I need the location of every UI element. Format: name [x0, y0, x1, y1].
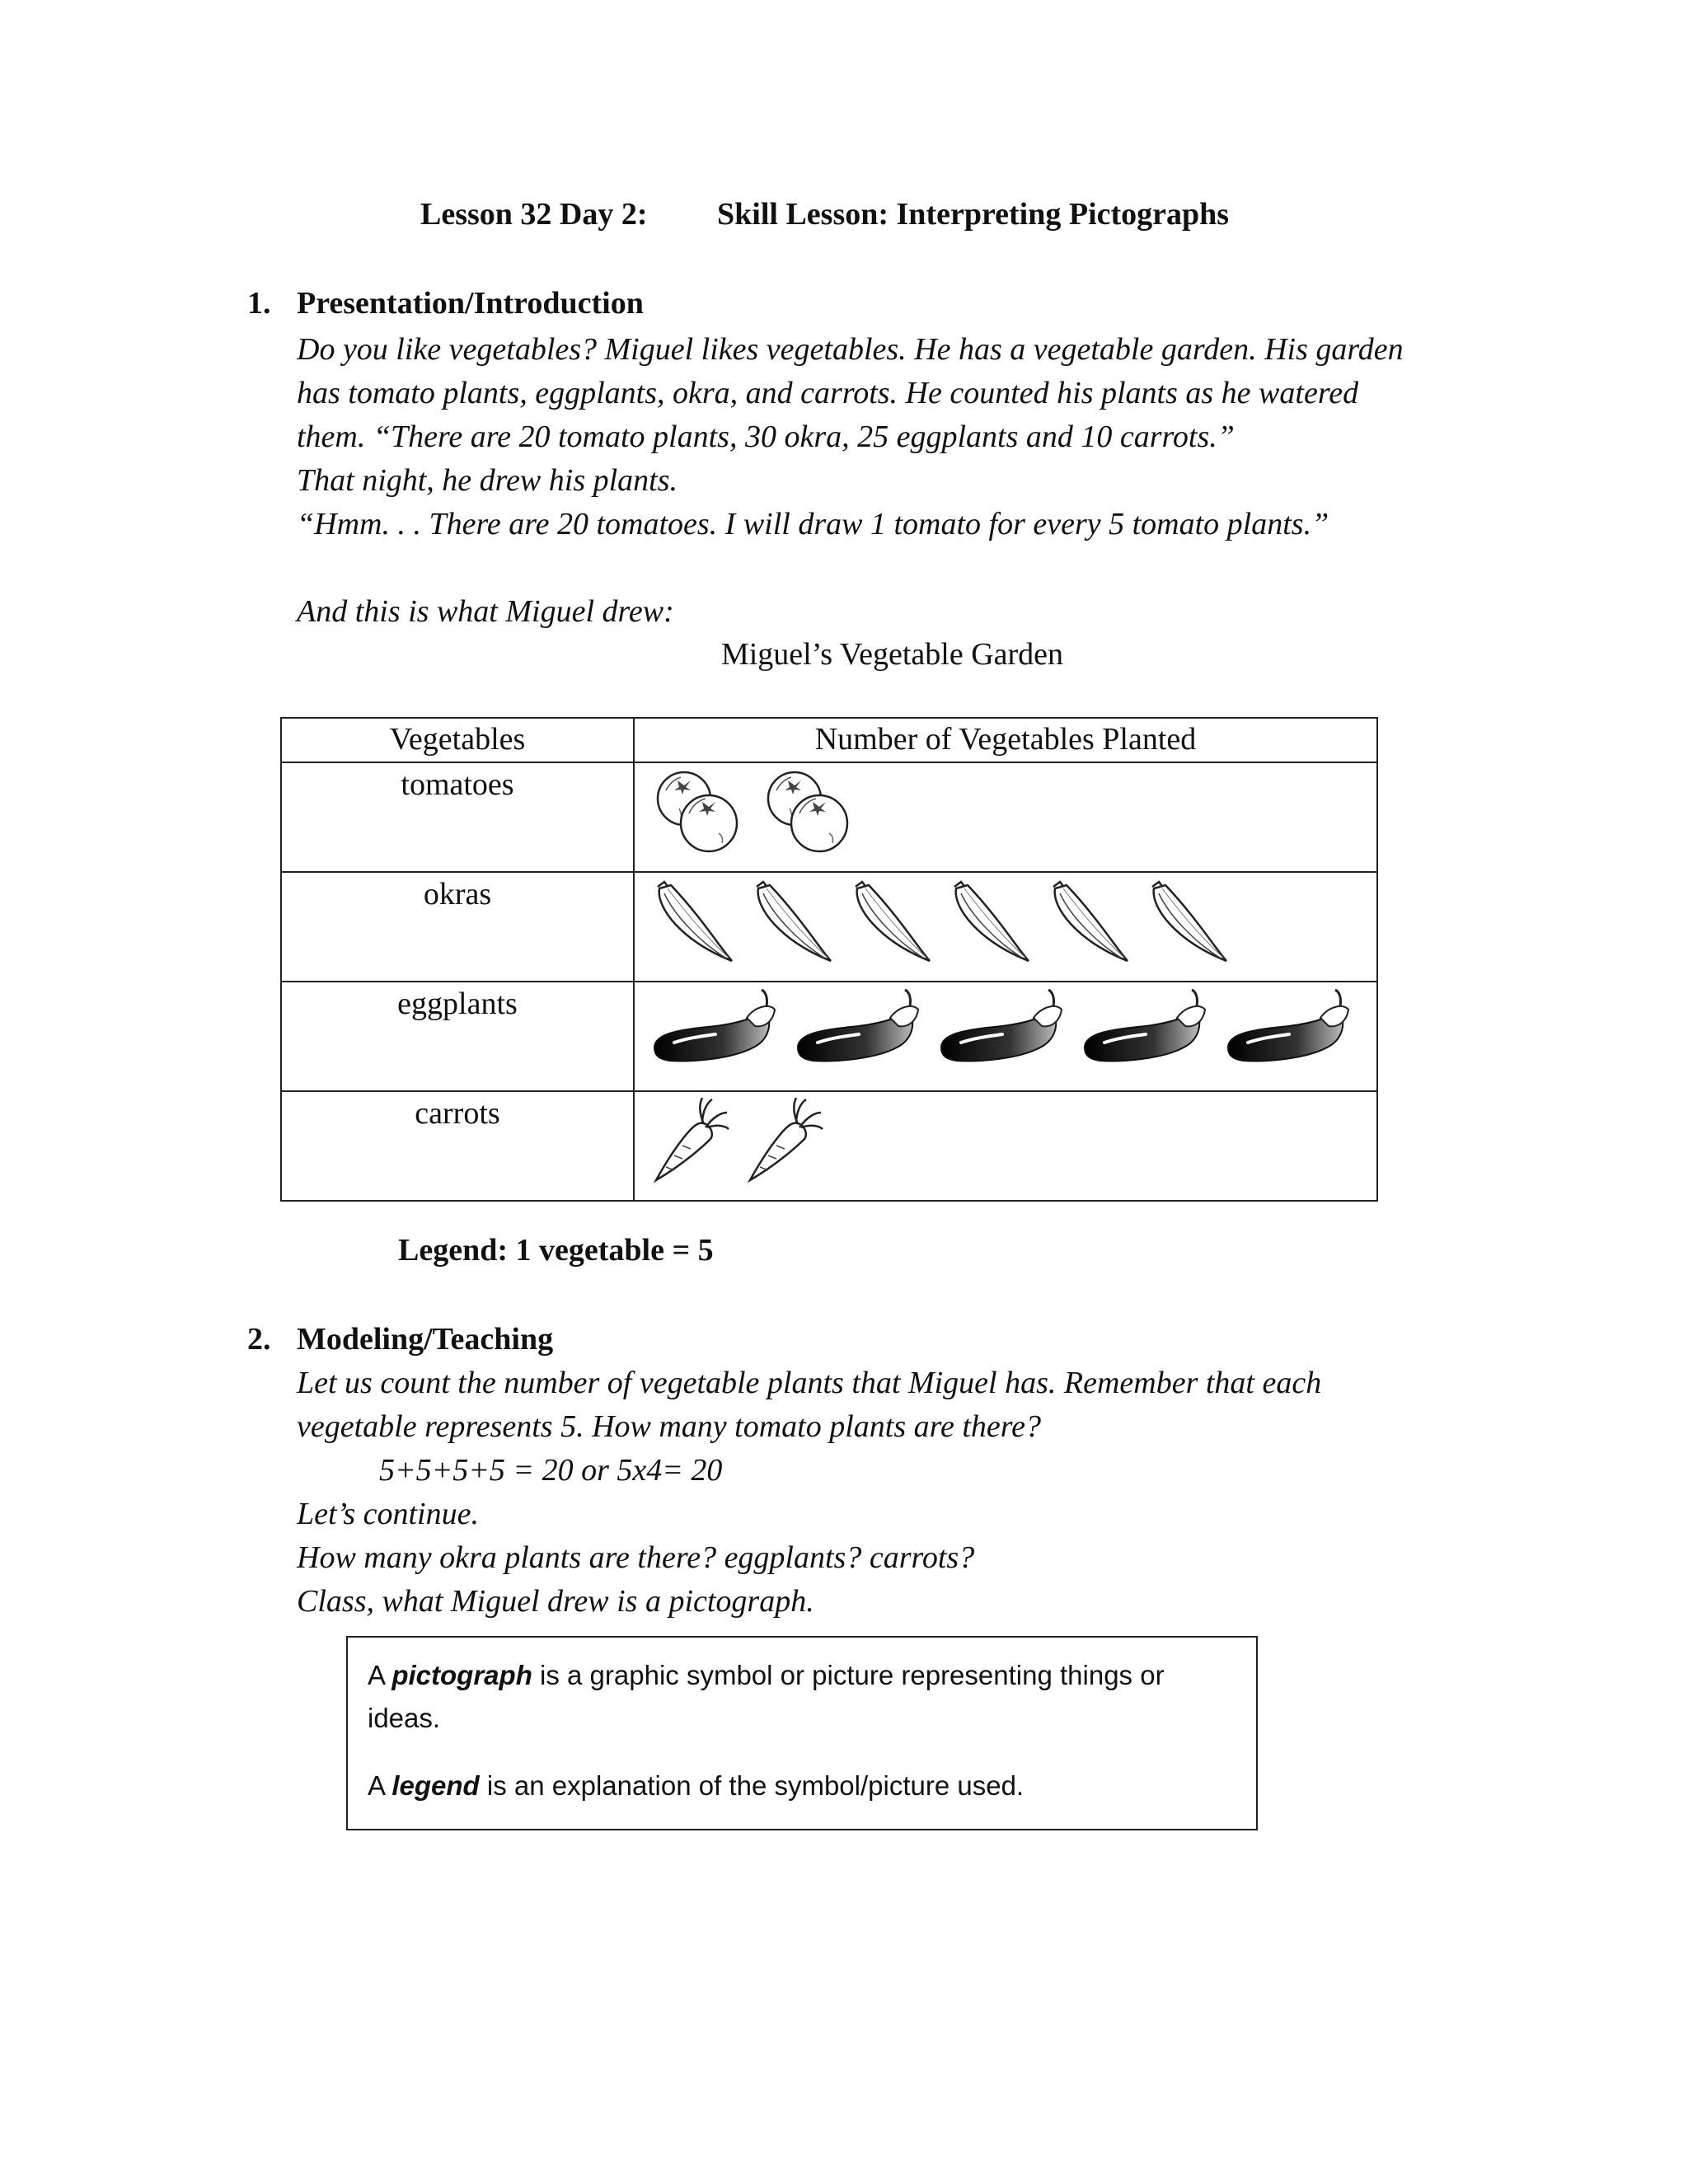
okra-icon	[649, 875, 737, 976]
vegetable-label: okras	[281, 872, 634, 982]
table-row	[281, 982, 1377, 1091]
section1-paragraph	[297, 328, 1404, 546]
pictograph-table	[280, 717, 1378, 1202]
paragraph-line: them. “There are 20 tomato plants, 30 okra, 25 eggplants and 10 carrots.”	[297, 419, 1235, 454]
paragraph-line: “Hmm. . . There are 20 tomatoes. I will draw 1 tomato for every 5 tomato plants.”	[297, 507, 1329, 541]
okra-icon	[946, 875, 1034, 976]
carrot-icon	[649, 1094, 732, 1195]
paragraph-line: has tomato plants, eggplants, okra, and carrots. He counted his plants as he watered	[297, 376, 1359, 410]
icon-cell	[635, 763, 1376, 868]
okra-icon	[748, 875, 836, 976]
paragraph-line: vegetable represents 5. How many tomato plants are there?	[297, 1409, 1042, 1444]
section2-number: 2.	[247, 1322, 271, 1357]
eggplant-icon	[793, 985, 925, 1085]
legend: Legend: 1 vegetable = 5	[398, 1233, 714, 1268]
definitions-box	[346, 1636, 1258, 1830]
table-row	[281, 762, 1377, 872]
paragraph-line: Let us count the number of vegetable plants that Miguel has. Remember that each	[297, 1366, 1322, 1400]
paragraph-line: That night, he drew his plants.	[297, 463, 678, 498]
pictograph-definition: A pictograph is a graphic symbol or picture representing things or ideas.	[368, 1660, 1165, 1733]
intro-drew-line: And this is what Miguel drew:	[297, 594, 674, 629]
column-header-count: Number of Vegetables Planted	[634, 718, 1377, 762]
section1-heading	[247, 285, 644, 321]
section1-title: Presentation/Introduction	[297, 286, 644, 321]
icon-cell	[635, 1092, 1376, 1197]
paragraph-line: Class, what Miguel drew is a pictograph.	[297, 1584, 814, 1619]
vegetable-label: tomatoes	[281, 762, 634, 872]
icon-cell	[635, 873, 1376, 977]
eggplant-icon	[649, 985, 781, 1085]
okra-icon	[847, 875, 935, 976]
paragraph-line: Do you like vegetables? Miguel likes vegetables. He has a vegetable garden. His garden	[297, 332, 1404, 367]
eggplant-icon	[1080, 985, 1212, 1085]
legend-definition: A legend is an explanation of the symbol/picture used.	[368, 1770, 1025, 1801]
okra-icon	[1144, 875, 1231, 976]
math-example: 5+5+5+5 = 20 or 5x4= 20	[379, 1453, 723, 1488]
okra-icon	[1045, 875, 1132, 976]
paragraph-line: Let’s continue.	[297, 1497, 479, 1531]
section2-title: Modeling/Teaching	[297, 1322, 554, 1357]
vegetable-label: carrots	[281, 1091, 634, 1201]
skill-title: Skill Lesson: Interpreting Pictographs	[717, 197, 1230, 232]
table-row	[281, 1091, 1377, 1201]
tomato-icon	[649, 766, 748, 866]
eggplant-icon	[1223, 985, 1355, 1085]
icon-cell	[635, 982, 1376, 1087]
carrot-icon	[743, 1094, 826, 1195]
paragraph-line: How many okra plants are there? eggplants? carrots?	[297, 1540, 975, 1575]
section2-paragraph	[297, 1361, 1321, 1449]
legend-term: legend	[392, 1770, 480, 1801]
section2-paragraph-continued	[297, 1493, 974, 1624]
pictograph-term: pictograph	[392, 1660, 532, 1690]
table-row	[281, 872, 1377, 982]
chart-title: Miguel’s Vegetable Garden	[720, 637, 1064, 672]
tomato-icon	[760, 766, 859, 866]
column-header-vegetables: Vegetables	[281, 718, 634, 762]
section2-heading	[247, 1321, 553, 1357]
vegetable-label: eggplants	[281, 982, 634, 1091]
section1-number: 1.	[247, 286, 271, 321]
lesson-day: Lesson 32 Day 2:	[420, 197, 648, 232]
eggplant-icon	[936, 985, 1068, 1085]
